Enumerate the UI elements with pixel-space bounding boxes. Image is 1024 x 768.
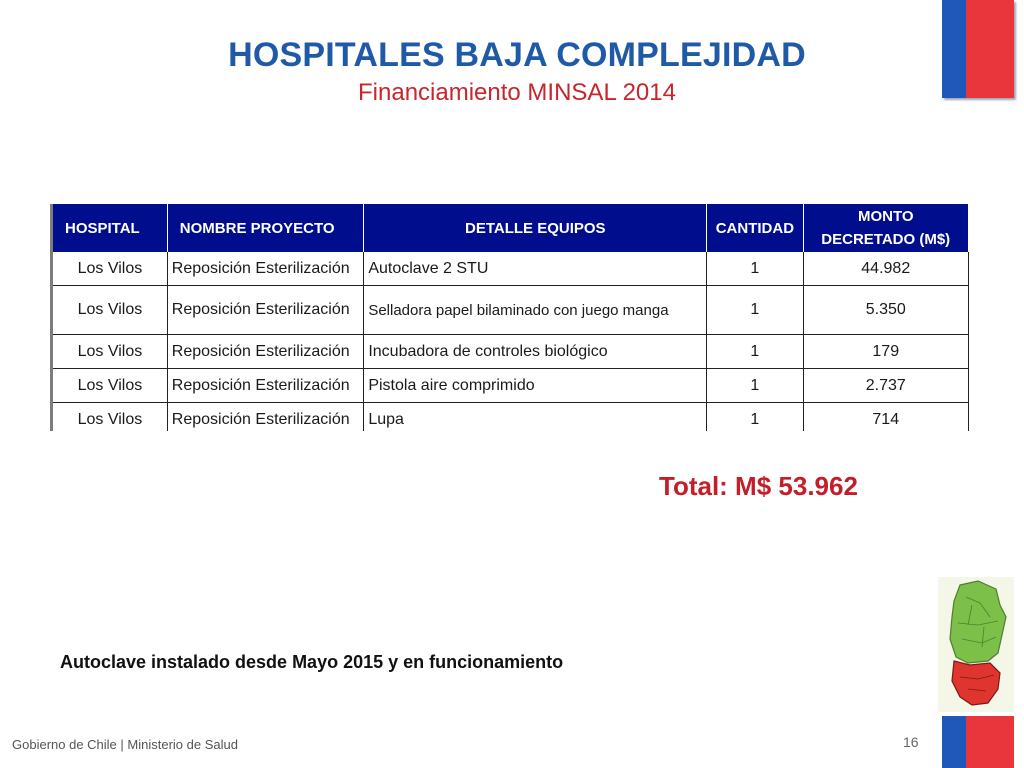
cell-proyecto: Reposición Esterilización [167, 403, 364, 432]
col-header-detalle: DETALLE EQUIPOS [364, 204, 707, 252]
col-header-monto-line2: DECRETADO (M$) [821, 231, 951, 248]
cell-proyecto: Reposición Esterilización [167, 286, 364, 335]
cell-proyecto: Reposición Esterilización [167, 369, 364, 403]
installation-note: Autoclave instalado desde Mayo 2015 y en funcionamiento [60, 652, 564, 672]
cell-cantidad: 1 [707, 369, 803, 403]
cell-hospital: Los Vilos [53, 335, 167, 369]
page-title: HOSPITALES BAJA COMPLEJIDAD [228, 36, 806, 74]
cell-proyecto: Reposición Esterilización [167, 335, 364, 369]
cell-monto: 179 [803, 335, 969, 369]
total-amount: Total: M$ 53.962 [659, 471, 858, 501]
page-number: 16 [903, 734, 919, 750]
cell-detalle: Lupa [364, 403, 707, 432]
cell-monto: 44.982 [803, 252, 969, 286]
cell-hospital: Los Vilos [53, 403, 167, 432]
cell-proyecto: Reposición Esterilización [167, 252, 364, 286]
table-row [53, 286, 969, 335]
cell-monto: 2.737 [803, 369, 969, 403]
equipment-table [50, 204, 973, 431]
page-subtitle: Financiamiento MINSAL 2014 [358, 79, 676, 106]
flag-logo-bottom [942, 716, 1014, 768]
cell-detalle: Selladora papel bilaminado con juego manga [364, 286, 707, 335]
col-header-cantidad: CANTIDAD [707, 204, 803, 252]
cell-detalle: Incubadora de controles biológico [364, 335, 707, 369]
cell-monto: 5.350 [803, 286, 969, 335]
table-row [53, 252, 969, 286]
table-row [53, 403, 969, 432]
table-row [53, 369, 969, 403]
cell-cantidad: 1 [707, 335, 803, 369]
cell-detalle: Autoclave 2 STU [364, 252, 707, 286]
col-header-proyecto: NOMBRE PROYECTO [167, 204, 364, 252]
col-header-monto [803, 204, 969, 252]
cell-cantidad: 1 [707, 403, 803, 432]
cell-monto: 714 [803, 403, 969, 432]
cell-hospital: Los Vilos [53, 369, 167, 403]
col-header-hospital: HOSPITAL [53, 204, 167, 252]
cell-detalle: Pistola aire comprimido [364, 369, 707, 403]
col-header-monto-line1: MONTO [857, 208, 914, 225]
region-map-icon [938, 577, 1014, 712]
cell-hospital: Los Vilos [53, 252, 167, 286]
cell-cantidad: 1 [707, 286, 803, 335]
cell-cantidad: 1 [707, 252, 803, 286]
table-row [53, 335, 969, 369]
cell-hospital: Los Vilos [53, 286, 167, 335]
footer-text: Gobierno de Chile | Ministerio de Salud [12, 737, 238, 752]
